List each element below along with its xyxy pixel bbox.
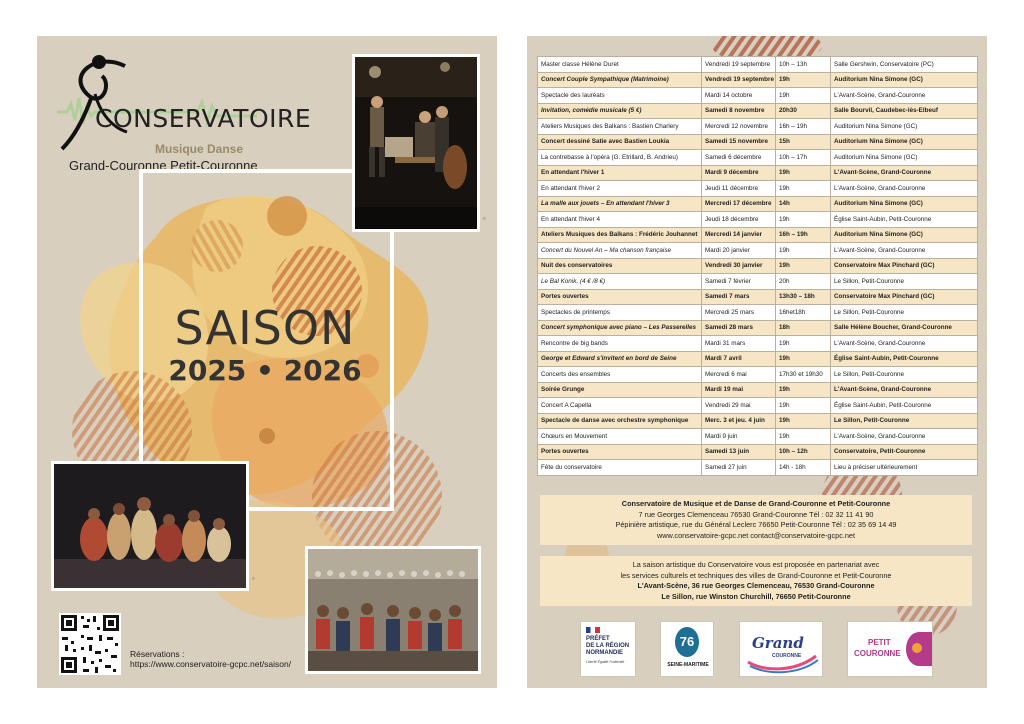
event-date: Samedi 7 février <box>702 274 776 290</box>
event-place: L'Avant-Scène, Grand-Couronne <box>831 88 978 104</box>
event-time: 19h <box>776 258 831 274</box>
table-row <box>538 227 978 243</box>
table-row <box>538 150 978 166</box>
event-name: Spectacle des lauréats <box>538 88 702 104</box>
event-date: Mercredi 17 décembre <box>702 196 776 212</box>
event-name: Ateliers Musiques des Balkans : Frédéric Jouhannet <box>538 227 702 243</box>
event-date: Samedi 27 juin <box>702 460 776 476</box>
grand-sub: COURONNE <box>772 653 802 659</box>
table-row <box>538 289 978 305</box>
event-name: Concert dessiné Satie avec Bastien Loukia <box>538 134 702 150</box>
page-title: SAISON <box>174 301 356 355</box>
event-date: Samedi 28 mars <box>702 320 776 336</box>
event-place: Le Sillon, Petit-Couronne <box>831 367 978 383</box>
event-time: 20h <box>776 274 831 290</box>
prefet-normandie-logo <box>580 621 636 677</box>
event-place: Salle Hélène Boucher, Grand-Couronne <box>831 320 978 336</box>
event-date: Samedi 15 novembre <box>702 134 776 150</box>
event-name: Spectacles de printemps <box>538 305 702 321</box>
event-time: 14h <box>776 196 831 212</box>
qr-code-icon <box>59 613 121 675</box>
event-place: L'Avant-Scène, Grand-Couronne <box>831 429 978 445</box>
dancers-image <box>54 464 246 588</box>
event-name: La malle aux jouets – En attendant l'hiver 3 <box>538 196 702 212</box>
schedule-table <box>537 56 978 476</box>
table-row <box>538 460 978 476</box>
event-place: Auditorium Nina Simone (GC) <box>831 196 978 212</box>
event-place: Salle Gershwin, Conservatoire (PC) <box>831 57 978 73</box>
event-name: Master classe Hélène Duret <box>538 57 702 73</box>
table-row <box>538 57 978 73</box>
grand-couronne-logo <box>739 621 823 677</box>
event-date: Samedi 6 décembre <box>702 150 776 166</box>
event-name: En attendant l'hiver 1 <box>538 165 702 181</box>
table-row <box>538 336 978 352</box>
prefet-l1: PRÉFET <box>586 636 610 642</box>
logo-subtitle: Musique Danse <box>155 142 244 156</box>
event-place: L'Avant-Scène, Grand-Couronne <box>831 382 978 398</box>
prefet-l3: NORMANDIE <box>586 650 623 656</box>
event-date: Mercredi 12 novembre <box>702 119 776 135</box>
event-date: Mardi 20 janvier <box>702 243 776 259</box>
event-time: 19h <box>776 88 831 104</box>
conservatoire-logo <box>57 54 312 173</box>
table-row <box>538 88 978 104</box>
event-date: Vendredi 19 septembre <box>702 72 776 88</box>
event-time: 16h – 19h <box>776 227 831 243</box>
event-date: Vendredi 30 janvier <box>702 258 776 274</box>
event-name: Spectacle de danse avec orchestre symphonique <box>538 413 702 429</box>
event-time: 17h30 et 19h30 <box>776 367 831 383</box>
contact-line-2: Pépinière artistique, rue du Général Leclerc 76650 Petit-Couronne Tél : 02 35 69 14 49 <box>615 520 897 529</box>
table-row <box>538 134 978 150</box>
event-name: Chœurs en Mouvement <box>538 429 702 445</box>
event-date: Jeudi 18 décembre <box>702 212 776 228</box>
logo-towns: Grand-Couronne Petit-Couronne <box>69 158 258 173</box>
event-time: 19h <box>776 181 831 197</box>
event-date: Mardi 14 octobre <box>702 88 776 104</box>
event-place: Lieu à préciser ultérieurement <box>831 460 978 476</box>
event-place: Église Saint-Aubin, Petit-Couronne <box>831 212 978 228</box>
seine-maritime-emblem-icon <box>675 627 699 657</box>
table-row <box>538 196 978 212</box>
table-row <box>538 320 978 336</box>
contact-title: Conservatoire de Musique et de Danse de Grand-Couronne et Petit-Couronne <box>621 499 891 508</box>
event-name: Fête du conservatoire <box>538 460 702 476</box>
event-date: Mercredi 6 mai <box>702 367 776 383</box>
petit-couronne-logo <box>847 621 933 677</box>
partnership-line-4: Le Sillon, rue Winston Churchill, 76650 Petit-Couronne <box>661 591 851 601</box>
event-time: 19h <box>776 413 831 429</box>
photo-choir <box>305 546 481 674</box>
event-place: Le Sillon, Petit-Couronne <box>831 274 978 290</box>
photo-musicians <box>352 54 480 232</box>
marianne-flag-icon <box>586 627 600 633</box>
event-time: 19h <box>776 351 831 367</box>
event-date: Samedi 7 mars <box>702 289 776 305</box>
seine-name: SEINE-MARITIME <box>667 662 709 668</box>
partnership-line-1: La saison artistique du Conservatoire vous est proposée en partenariat avec <box>632 560 880 569</box>
prefet-motto: Liberté Égalité Fraternité <box>586 660 625 664</box>
petit-l1: PETIT <box>868 638 891 647</box>
event-place: Le Sillon, Petit-Couronne <box>831 305 978 321</box>
event-name: En attendant l'hiver 2 <box>538 181 702 197</box>
event-date: Merc. 3 et jeu. 4 juin <box>702 413 776 429</box>
event-name: Invitation, comédie musicale (5 €) <box>538 103 702 119</box>
event-date: Mardi 9 juin <box>702 429 776 445</box>
contact-line-3[interactable]: www.conservatoire-gcpc.net contact@conservatoire-gcpc.net <box>656 530 856 540</box>
partnership-line-2: les services culturels et techniques des villes de Grand-Couronne et Petit-Couronne <box>620 570 892 580</box>
petit-l2: COURONNE <box>854 649 901 658</box>
seine-number: 76 <box>679 634 695 649</box>
event-date: Vendredi 29 mai <box>702 398 776 414</box>
reservations-label: Réservations : <box>130 649 185 659</box>
table-row <box>538 212 978 228</box>
event-place: Conservatoire Max Pinchard (GC) <box>831 258 978 274</box>
event-time: 19h <box>776 382 831 398</box>
choir-image <box>308 549 478 671</box>
photo-dancers <box>51 461 249 591</box>
event-name: Ateliers Musiques des Balkans : Bastien Charlery <box>538 119 702 135</box>
poster-right-page <box>527 36 987 688</box>
logo-wordmark: CONSERVATOIRE <box>95 104 312 133</box>
event-place: Le Sillon, Petit-Couronne <box>831 413 978 429</box>
event-time: 10h – 12h <box>776 444 831 460</box>
event-name: Le Bal Konik, (4 € /8 €) <box>538 274 702 290</box>
partnership-box <box>540 556 972 606</box>
event-time: 19h <box>776 429 831 445</box>
event-date: Samedi 13 juin <box>702 444 776 460</box>
event-name: Concert Couple Sympathique (Matrimoine) <box>538 72 702 88</box>
event-place: Conservatoire, Petit-Couronne <box>831 444 978 460</box>
table-row <box>538 351 978 367</box>
table-row <box>538 165 978 181</box>
table-row <box>538 305 978 321</box>
table-row <box>538 413 978 429</box>
table-row <box>538 243 978 259</box>
event-time: 19h <box>776 72 831 88</box>
photo-credit-1: © <box>483 216 486 221</box>
event-time: 19h <box>776 243 831 259</box>
table-row <box>538 181 978 197</box>
table-row <box>538 119 978 135</box>
photo-credit-2: © <box>252 576 255 581</box>
event-time: 16het18h <box>776 305 831 321</box>
event-time: 14h - 18h <box>776 460 831 476</box>
event-place: L'Avant-Scène, Grand-Couronne <box>831 243 978 259</box>
musicians-image <box>355 57 477 229</box>
table-row <box>538 367 978 383</box>
event-time: 19h <box>776 398 831 414</box>
event-name: Concert symphonique avec piano – Les Passerelles <box>538 320 702 336</box>
petit-couronne-dot-icon <box>912 643 922 653</box>
event-name: Concert du Nouvel An – Ma chanson française <box>538 243 702 259</box>
table-row <box>538 274 978 290</box>
event-time: 19h <box>776 165 831 181</box>
event-date: Mardi 31 mars <box>702 336 776 352</box>
event-time: 18h <box>776 320 831 336</box>
event-name: Soirée Grunge <box>538 382 702 398</box>
poster-left-page <box>37 36 497 688</box>
event-time: 10h – 17h <box>776 150 831 166</box>
event-place: Salle Bourvil, Caudebec-lès-Elbeuf <box>831 103 978 119</box>
table-row <box>538 429 978 445</box>
prefet-l2: DE LA RÉGION <box>586 643 630 649</box>
event-date: Mardi 7 avril <box>702 351 776 367</box>
contact-line-1: 7 rue Georges Clemenceau 76530 Grand-Couronne Tél : 02 32 11 41 90 <box>638 509 874 519</box>
event-place: Auditorium Nina Simone (GC) <box>831 72 978 88</box>
event-place: Auditorium Nina Simone (GC) <box>831 134 978 150</box>
event-place: Auditorium Nina Simone (GC) <box>831 119 978 135</box>
event-place: L'Avant-Scène, Grand-Couronne <box>831 336 978 352</box>
table-row <box>538 72 978 88</box>
event-place: L'Avant-Scène, Grand-Couronne <box>831 181 978 197</box>
table-row <box>538 258 978 274</box>
event-date: Mardi 19 mai <box>702 382 776 398</box>
event-name: La contrebasse à l'opéra (G. Etrillard, B. Andrieu) <box>538 150 702 166</box>
event-time: 13h30 – 18h <box>776 289 831 305</box>
event-time: 19h <box>776 336 831 352</box>
event-date: Mardi 9 décembre <box>702 165 776 181</box>
event-place: Église Saint-Aubin, Petit-Couronne <box>831 398 978 414</box>
event-place: Auditorium Nina Simone (GC) <box>831 227 978 243</box>
contact-box <box>540 495 972 545</box>
event-name: En attendant l'hiver 4 <box>538 212 702 228</box>
event-date: Samedi 8 novembre <box>702 103 776 119</box>
table-row <box>538 103 978 119</box>
event-place: Auditorium Nina Simone (GC) <box>831 150 978 166</box>
event-name: Nuit des conservatoires <box>538 258 702 274</box>
event-time: 19h <box>776 212 831 228</box>
event-time: 16h – 19h <box>776 119 831 135</box>
grand-word: Grand <box>752 634 804 652</box>
reservations-link[interactable]: https://www.conservatoire-gcpc.net/saison/ <box>130 659 292 669</box>
seine-maritime-logo <box>660 621 714 677</box>
event-time: 10h – 13h <box>776 57 831 73</box>
event-name: George et Edward s'invitent en bord de Seine <box>538 351 702 367</box>
event-place: L'Avant-Scène, Grand-Couronne <box>831 165 978 181</box>
season-years: 2025 • 2026 <box>168 354 362 387</box>
event-name: Concert A Capella <box>538 398 702 414</box>
table-row <box>538 444 978 460</box>
partnership-line-3: L'Avant-Scène, 36 rue Georges Clemenceau, 76530 Grand-Couronne <box>637 581 875 590</box>
table-row <box>538 398 978 414</box>
event-date: Jeudi 11 décembre <box>702 181 776 197</box>
event-date: Mercredi 25 mars <box>702 305 776 321</box>
event-place: Église Saint-Aubin, Petit-Couronne <box>831 351 978 367</box>
event-date: Mercredi 14 janvier <box>702 227 776 243</box>
event-date: Vendredi 19 septembre <box>702 57 776 73</box>
event-time: 15h <box>776 134 831 150</box>
event-name: Rencontre de big bands <box>538 336 702 352</box>
qr-code[interactable] <box>59 613 121 675</box>
event-name: Concerts des ensembles <box>538 367 702 383</box>
table-row <box>538 382 978 398</box>
event-time: 20h30 <box>776 103 831 119</box>
event-name: Portes ouvertes <box>538 444 702 460</box>
event-place: Conservatoire Max Pinchard (GC) <box>831 289 978 305</box>
event-name: Portes ouvertes <box>538 289 702 305</box>
